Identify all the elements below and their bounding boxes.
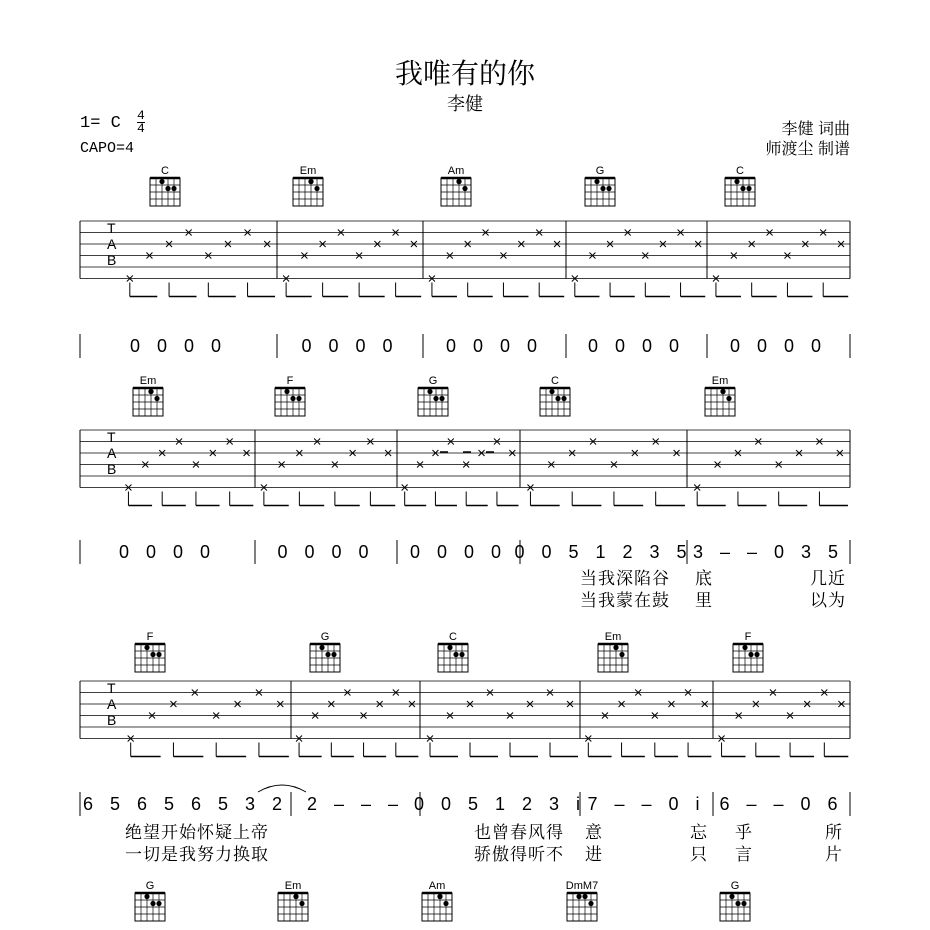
tab-note-x (589, 253, 595, 259)
jianpu-measure: 0 0 0 0 (445, 336, 544, 356)
tab-note-x (296, 736, 302, 742)
jianpu-measure: 0 0 0 0 (301, 336, 399, 356)
tab-note-x (447, 253, 453, 259)
chord-grid (135, 644, 165, 672)
chord-diagram (725, 165, 755, 206)
tab-note-x (314, 439, 320, 445)
tab-note-x (713, 276, 719, 282)
tab-note-x (500, 253, 506, 259)
tie-arc (258, 785, 306, 792)
tab-note-x (338, 230, 344, 236)
chord-diagram (278, 880, 308, 921)
jianpu-measure: 0 0 0 0 (729, 336, 828, 356)
chord-diagram (150, 165, 180, 206)
tab-note-x (509, 450, 515, 456)
tab-note-x (547, 690, 553, 696)
chord-name: G (428, 375, 438, 387)
tab-note-x (146, 253, 152, 259)
tab-note-x (385, 450, 391, 456)
finger-dot (600, 186, 605, 191)
finger-dot (284, 389, 289, 394)
time-top: 4 (137, 108, 145, 123)
tab-note-x (227, 439, 233, 445)
credits (766, 120, 850, 160)
finger-dot (433, 396, 438, 401)
finger-dot (726, 396, 731, 401)
tab-note-x (264, 241, 270, 247)
chord-grid (135, 893, 165, 921)
finger-dot (325, 652, 330, 657)
chord-grid (418, 388, 448, 416)
time-bottom: 4 (137, 121, 145, 136)
tab-note-x (607, 241, 613, 247)
tab-note-x (821, 690, 827, 696)
finger-dot (734, 179, 739, 184)
chord-grid (438, 644, 468, 672)
lyric-line-2: 只 (690, 845, 708, 864)
jianpu-measure: 0 0 5 1 2 3 i (413, 794, 587, 814)
tab-note-x (296, 450, 302, 456)
tab-note-x (736, 713, 742, 719)
tab-note-x (585, 736, 591, 742)
finger-dot (619, 652, 624, 657)
credit-lyrics: 李健 词曲 (781, 121, 850, 138)
lyric-line-2: 当我蒙在鼓 (580, 591, 670, 610)
jianpu-measure: 0 0 0 0 (409, 542, 508, 562)
lyric-line-1: 忘 (690, 823, 708, 842)
tab-note-x (838, 241, 844, 247)
tab-note-x (572, 276, 578, 282)
finger-dot (754, 652, 759, 657)
tab-note-x (796, 450, 802, 456)
chord-diagram (275, 375, 305, 416)
finger-dot (308, 179, 313, 184)
finger-dot (437, 894, 442, 899)
tab-note-x (244, 450, 250, 456)
tab-note-x (320, 241, 326, 247)
tab-note-x (653, 439, 659, 445)
tab-note-x (635, 690, 641, 696)
tab-note-x (332, 462, 338, 468)
chord-name: F (146, 631, 154, 643)
chord-name: Am (428, 880, 446, 892)
tab-note-x (776, 462, 782, 468)
song-title: 我唯有的你 (394, 58, 535, 89)
finger-dot (456, 179, 461, 184)
tab-note-x (837, 450, 843, 456)
tab-note-x (393, 230, 399, 236)
tab-note-x (213, 713, 219, 719)
tab-letter: B (107, 252, 117, 268)
tab-note-x (344, 690, 350, 696)
tab-letter: B (107, 712, 117, 728)
tab-letter: T (107, 220, 116, 236)
tab-note-x (536, 230, 542, 236)
chord-name: Em (284, 880, 302, 892)
chord-grid (275, 388, 305, 416)
tab-note-x (494, 439, 500, 445)
finger-dot (154, 396, 159, 401)
chord-diagram (133, 375, 163, 416)
finger-dot (443, 901, 448, 906)
chord-diagram (441, 165, 471, 206)
chord-name: F (286, 375, 294, 387)
jianpu-measure: 3 – – 0 3 5 (692, 542, 845, 562)
tab-note-x (816, 439, 822, 445)
tab-note-x (770, 690, 776, 696)
tab-note-x (660, 241, 666, 247)
chord-diagram (135, 631, 165, 672)
chord-name: G (320, 631, 330, 643)
jianpu-measure: 0 0 0 0 (277, 542, 375, 562)
tab-note-x (367, 439, 373, 445)
lyric-line-2: 言 (735, 845, 753, 864)
tab-note-x (361, 713, 367, 719)
finger-dot (576, 894, 581, 899)
finger-dot (144, 894, 149, 899)
chord-grid (720, 893, 750, 921)
finger-dot (290, 396, 295, 401)
finger-dot (742, 645, 747, 650)
chord-diagram (310, 631, 340, 672)
chord-grid (441, 178, 471, 206)
chord-name: Em (604, 631, 622, 643)
chord-grid (422, 893, 452, 921)
chord-name: G (595, 165, 605, 177)
lyric-line-1: 意 (585, 823, 603, 842)
tab-note-x (749, 241, 755, 247)
tab-note-x (411, 241, 417, 247)
tab-note-x (205, 253, 211, 259)
finger-dot (741, 901, 746, 906)
tab-note-x (652, 713, 658, 719)
finger-dot (159, 179, 164, 184)
tab-note-x (142, 462, 148, 468)
tab-note-x (170, 701, 176, 707)
tab-note-x (715, 462, 721, 468)
finger-dot (720, 389, 725, 394)
tab-note-x (753, 701, 759, 707)
chord-diagram (598, 631, 628, 672)
tab-note-x (602, 713, 608, 719)
tab-letter: A (107, 445, 117, 461)
tab-note-x (128, 736, 134, 742)
lyric-line-2: 骄傲得听不 (474, 845, 564, 864)
tab-note-x (507, 713, 513, 719)
chord-diagram (135, 880, 165, 921)
chord-grid (567, 893, 597, 921)
finger-dot (148, 389, 153, 394)
chord-name: G (145, 880, 155, 892)
chord-name: G (730, 880, 740, 892)
tab-note-x (465, 241, 471, 247)
tab-note-x (393, 690, 399, 696)
finger-dot (296, 396, 301, 401)
finger-dot (582, 894, 587, 899)
finger-dot (720, 389, 725, 394)
tab-note-x (159, 450, 165, 456)
tab-letter: T (107, 429, 116, 445)
tab-note-x (447, 713, 453, 719)
finger-dot (293, 894, 298, 899)
tab-note-x (210, 450, 216, 456)
chord-diagram (733, 631, 763, 672)
jianpu-measure: 6 5 6 5 6 5 3 2 (82, 794, 289, 814)
tab-note-x (245, 230, 251, 236)
chord-name: Am (447, 165, 465, 177)
chord-grid (150, 178, 180, 206)
finger-dot (748, 652, 753, 657)
finger-dot (427, 389, 432, 394)
tab-note-x (804, 701, 810, 707)
chord-diagram (566, 880, 598, 921)
lyric-line-2: 里 (695, 591, 713, 610)
chord-name: C (736, 165, 744, 177)
tab-note-x (429, 276, 435, 282)
chord-grid (540, 388, 570, 416)
tab-note-x (619, 701, 625, 707)
finger-dot (439, 396, 444, 401)
finger-dot (594, 179, 599, 184)
finger-dot (171, 186, 176, 191)
tab-note-x (432, 450, 438, 456)
tab-note-x (694, 485, 700, 491)
finger-dot (331, 652, 336, 657)
chord-name: C (161, 165, 169, 177)
tab-note-x (256, 690, 262, 696)
tab-note-x (695, 241, 701, 247)
lyric-line-2: 以为 (810, 591, 846, 610)
tab-note-x (554, 241, 560, 247)
finger-dot (606, 186, 611, 191)
tab-note-x (611, 462, 617, 468)
tab-note-x (527, 701, 533, 707)
tab-note-x (312, 713, 318, 719)
tab-note-x (402, 485, 408, 491)
finger-dot (447, 645, 452, 650)
jianpu-measure: 0 0 5 1 2 3 5 (514, 542, 693, 562)
finger-dot (462, 186, 467, 191)
tab-note-x (192, 690, 198, 696)
tab-note-x (625, 230, 631, 236)
tab-note-x (642, 253, 648, 259)
tab-note-x (277, 701, 283, 707)
chord-grid (733, 644, 763, 672)
finger-dot (735, 901, 740, 906)
song-artist: 李健 (447, 94, 483, 114)
tab-note-x (767, 230, 773, 236)
chord-diagram (540, 375, 570, 416)
finger-dot (148, 389, 153, 394)
tab-note-x (166, 241, 172, 247)
tab-note-x (755, 439, 761, 445)
chord-name: Em (711, 375, 729, 387)
tab-note-x (518, 241, 524, 247)
key-signature (80, 110, 145, 135)
finger-dot (561, 396, 566, 401)
tab-note-x (417, 462, 423, 468)
tab-note-x (279, 462, 285, 468)
tab-note-x (487, 690, 493, 696)
finger-dot (740, 186, 745, 191)
tab-note-x (787, 713, 793, 719)
tab-letter: A (107, 696, 117, 712)
chord-grid (585, 178, 615, 206)
chord-grid (133, 388, 163, 416)
chord-diagram (438, 631, 468, 672)
jianpu-measure: 0 0 0 0 (118, 542, 217, 562)
tab-note-x (632, 450, 638, 456)
chord-name: Em (299, 165, 317, 177)
chord-diagram (720, 880, 750, 921)
tab-note-x (719, 736, 725, 742)
chord-name: Em (139, 375, 157, 387)
tab-note-x (569, 450, 575, 456)
chord-diagram (293, 165, 323, 206)
tab-note-x (674, 450, 680, 456)
finger-dot (549, 389, 554, 394)
tab-note-x (448, 439, 454, 445)
tab-note-x (235, 701, 241, 707)
tab-note-x (127, 276, 133, 282)
finger-dot (555, 396, 560, 401)
chord-name: C (551, 375, 559, 387)
lyric-line-1: 乎 (735, 823, 753, 842)
finger-dot (453, 652, 458, 657)
tab-note-x (731, 253, 737, 259)
chord-diagram (422, 880, 452, 921)
tab-note-x (261, 485, 267, 491)
jianpu-measure: 2 – – – (306, 794, 405, 814)
finger-dot (613, 645, 618, 650)
tab-note-x (193, 462, 199, 468)
tab-note-x (735, 450, 741, 456)
tab-note-x (377, 701, 383, 707)
chord-grid (310, 644, 340, 672)
finger-dot (150, 652, 155, 657)
tab-note-x (702, 701, 708, 707)
tab-note-x (567, 701, 573, 707)
finger-dot (156, 901, 161, 906)
tab-note-x (463, 462, 469, 468)
chord-name: C (449, 631, 457, 643)
tab-note-x (149, 713, 155, 719)
capo-label: CAPO=4 (80, 140, 135, 157)
jianpu-measure: 6 – – 0 6 (719, 794, 844, 814)
chord-grid (278, 893, 308, 921)
finger-dot (299, 901, 304, 906)
finger-dot (459, 652, 464, 657)
tab-note-x (467, 701, 473, 707)
tab-note-x (328, 701, 334, 707)
key-label: 1= C (80, 113, 121, 133)
finger-dot (165, 186, 170, 191)
tab-note-x (784, 253, 790, 259)
finger-dot (308, 179, 313, 184)
tab-note-x (802, 241, 808, 247)
finger-dot (456, 179, 461, 184)
tab-note-x (176, 439, 182, 445)
lyric-line-2: 进 (585, 845, 603, 864)
tab-note-x (225, 241, 231, 247)
tab-letter: B (107, 461, 117, 477)
tab-note-x (678, 230, 684, 236)
finger-dot (729, 894, 734, 899)
tab-note-x (668, 701, 674, 707)
lyric-line-2: 片 (825, 845, 843, 864)
lyric-line-1: 底 (695, 569, 713, 588)
tab-note-x (820, 230, 826, 236)
lyric-line-1: 几近 (810, 569, 846, 588)
chord-diagram (705, 375, 735, 416)
finger-dot (150, 901, 155, 906)
finger-dot (144, 645, 149, 650)
lyric-line-1: 所 (825, 823, 843, 842)
tab-letter: A (107, 236, 117, 252)
tab-note-x (527, 485, 533, 491)
lyric-line-1: 绝望开始怀疑上帝 (125, 823, 269, 842)
jianpu-measure: 0 0 0 0 (587, 336, 686, 356)
lyric-line-1: 也曾春风得 (474, 823, 564, 842)
tab-note-x (283, 276, 289, 282)
chord-diagram (585, 165, 615, 206)
tab-letter: T (107, 680, 116, 696)
tab-note-x (590, 439, 596, 445)
finger-dot (437, 894, 442, 899)
finger-dot (319, 645, 324, 650)
tab-note-x (374, 241, 380, 247)
tab-note-x (409, 701, 415, 707)
tab-note-x (350, 450, 356, 456)
credit-tab: 师渡尘 制谱 (765, 141, 850, 158)
jianpu-measure: 7 – – 0 i (587, 794, 706, 814)
finger-dot (588, 901, 593, 906)
chord-name: DmM7 (565, 880, 599, 892)
tab-note-x (483, 230, 489, 236)
lyric-line-1: 当我深陷谷 (580, 569, 670, 588)
finger-dot (314, 186, 319, 191)
tab-note-x (186, 230, 192, 236)
time-signature (137, 110, 145, 135)
tab-note-x (125, 485, 131, 491)
chord-grid (705, 388, 735, 416)
tab-note-x (838, 701, 844, 707)
lyric-line-2: 一切是我努力换取 (125, 845, 269, 864)
tab-note-x (548, 462, 554, 468)
tab-note-x (685, 690, 691, 696)
chord-grid (293, 178, 323, 206)
finger-dot (746, 186, 751, 191)
chord-grid (725, 178, 755, 206)
tab-note-x (479, 450, 485, 456)
chord-name: F (744, 631, 752, 643)
tab-note-x (301, 253, 307, 259)
chord-grid (598, 644, 628, 672)
finger-dot (613, 645, 618, 650)
finger-dot (293, 894, 298, 899)
tab-note-x (356, 253, 362, 259)
chord-diagram (418, 375, 448, 416)
jianpu-measure: 0 0 0 0 (129, 336, 228, 356)
tab-note-x (427, 736, 433, 742)
finger-dot (156, 652, 161, 657)
